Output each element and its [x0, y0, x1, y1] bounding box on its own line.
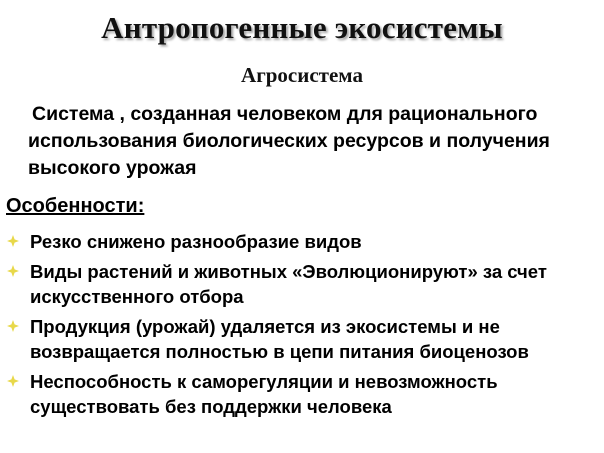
- feature-item: [6, 369, 600, 420]
- slide-title: Антропогенные экосистемы: [101, 10, 503, 45]
- feature-item: [6, 314, 600, 365]
- features-heading: Особенности:: [6, 195, 145, 217]
- feature-text: Продукция (урожай) удаляется из экосистемы и не возвращается полностью в цепи питания биоценозов: [30, 315, 529, 362]
- diamond-bullet-icon: [7, 375, 19, 387]
- definition-text: Система , созданная человеком для рационального использования биологических ресурсов и получения высокого урожая: [28, 103, 550, 179]
- diamond-bullet-icon: [7, 265, 19, 277]
- diamond-bullet-icon: [7, 235, 19, 247]
- diamond-bullet-icon: [7, 320, 19, 332]
- features-list: [6, 229, 600, 424]
- slide-subtitle: Агросистема: [241, 63, 363, 87]
- feature-item: [6, 259, 600, 310]
- feature-text: Неспособность к саморегуляции и невозможность существовать без поддержки человека: [30, 370, 498, 417]
- feature-item: [6, 229, 600, 255]
- feature-text: Виды растений и животных «Эволюционируют» за счет искусственного отбора: [30, 260, 547, 307]
- feature-text: Резко снижено разнообразие видов: [30, 231, 362, 252]
